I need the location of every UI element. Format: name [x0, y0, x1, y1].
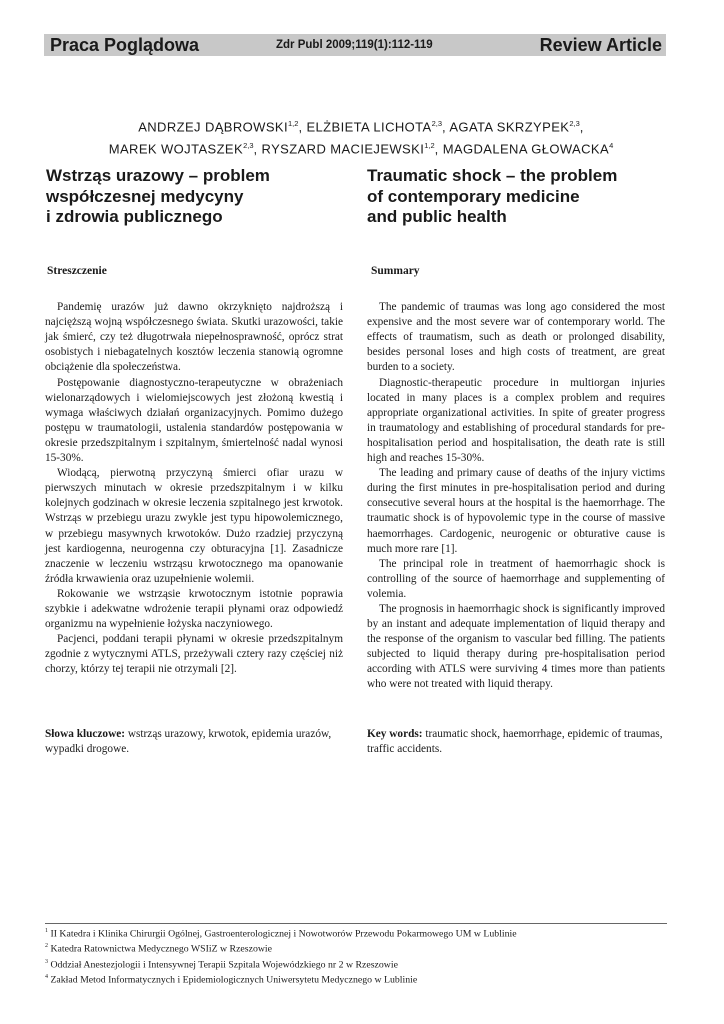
author-name: MAREK WOJTASZEK	[108, 141, 244, 157]
author-affiliation: 4	[609, 141, 614, 151]
abstract-paragraph: The leading and primary cause of deaths of the injury victims during the first minutes in pre-hospitalisation period and during consecutive several hours at the hospital is the haemorrhage. The traumatic shock is of hypovolemic type in the course of massive haemorrhages. Cardogenic, neurogenic or obturative cause is much more rare [1].	[367, 467, 665, 555]
abstract-paragraph: Pandemię urazów już dawno okrzyknięto najdroższą i najcięższą wojną współczesnego świata. Skutki urazowości, takie jak śmierć, czy też długotrwała niepełnosprawność, oprócz strat osobistych i niebagatelnych kosztów leczenia stanowią ogromne obciążenie dla społeczeństwa.	[45, 301, 343, 374]
footnote-text: Oddział Anestezjologii i Intensywnej Terapii Szpitala Wojewódzkiego nr 2 w Rzeszowie	[48, 958, 398, 970]
author-affiliation: 2,3	[569, 119, 580, 128]
section-heading-summary: Summary	[371, 265, 420, 277]
keywords-label: Key words:	[367, 728, 423, 740]
title-line: Wstrząs urazowy – problem	[46, 166, 270, 185]
footnote-text: Zakład Metod Informatycznych i Epidemiologicznych Uniwersytetu Medycznego w Lublinie	[48, 974, 418, 986]
abstract-paragraph: The principal role in treatment of haemorrhagic shock is controlling of the source of haemorrhage and supplementing of volemia.	[367, 557, 665, 600]
abstract-paragraph: The pandemic of traumas was long ago considered the most expensive and the most severe war of contemporary world. The effects of traumatism, such as death or prolonged disability, besides personal loses and high costs of treatment, are great burden to a society.	[367, 301, 665, 374]
section-heading-streszczenie: Streszczenie	[47, 265, 107, 277]
author-affiliation: 2,3	[431, 119, 443, 128]
abstract-paragraph: Diagnostic-therapeutic procedure in multiorgan injuries located in many places is a complex problem and requires appropriate organizational activities. In spite of greater progress in traumatology and establishing of procedural standards for pre-hospitalisation period and hospitalisation, the death rate is still high and reaches 15-30%.	[367, 376, 665, 465]
author-separator: ,	[442, 119, 450, 135]
author-name: MAGDALENA GŁOWACKA	[442, 141, 610, 157]
abstract-polish	[45, 264, 343, 677]
abstract-paragraph: Wiodącą, pierwotną przyczyną śmierci ofiar urazu w pierwszych minutach w okresie przedszpitalnym i w kilku kolejnych godzinach w okresie leczenia szpitalnego jest krwotok. Wstrząs w przebiegu urazu zwykle jest typu hipowolemicznego, w przebiegu masywnych krwotoków. Dużo rzadziej przyczyną jest kardiogenna, neurogenna czy obturacyjna [1]. Zasadnicze znaczenie w leczeniu wstrząsu krwotocznego ma opanowanie źródła krwawienia oraz uzupełnienie wolemii.	[45, 467, 343, 585]
title-line: and public health	[367, 207, 507, 226]
footnote-number: 4	[45, 973, 48, 980]
footnote	[45, 925, 675, 940]
title-line: współczesnej medycyny	[46, 186, 244, 206]
title-line: of contemporary medicine	[367, 186, 580, 206]
author-affiliation: 2,3	[243, 141, 254, 151]
author-line-1	[40, 114, 682, 136]
author-name: AGATA SKRZYPEK	[449, 119, 570, 135]
keywords-polish	[45, 727, 343, 757]
author-affiliation: 1,2	[424, 141, 435, 151]
abstract-body	[45, 300, 343, 677]
article-type-english: Review Article	[539, 35, 662, 55]
footnote-divider	[45, 923, 667, 924]
keywords-label: Słowa kluczowe:	[45, 728, 126, 740]
title-english	[367, 166, 617, 228]
abstract-paragraph: Rokowanie we wstrząsie krwotocznym istotnie poprawia szybkie i adekwatne wdrożenie terapii płynami oraz odpowiedź organizmu na wypełnienie łożyska naczyniowego.	[45, 587, 343, 631]
title-line: i zdrowia publicznego	[46, 207, 223, 226]
footnote	[45, 971, 675, 986]
author-name: ELŻBIETA LICHOTA	[306, 119, 432, 135]
author-line-2	[40, 136, 682, 158]
footnote-number: 3	[45, 958, 48, 965]
abstract-paragraph: Postępowanie diagnostyczno-terapeutyczne w obrażeniach wielonarządowych i wielomiejscowych jest złożoną kwestią i wymaga właściwych działań organizacyjnych. Pomimo dużego postępu w traumatologii, ustalenia standardów postępowania w okresie przedszpitalnym i szpitalnym, śmiertelność nadal wynosi 15-30%.	[45, 376, 343, 465]
abstract-english	[367, 264, 665, 693]
footnote	[45, 956, 675, 971]
footnote-number: 2	[45, 943, 48, 950]
journal-citation: Zdr Publ 2009;119(1):112-119	[276, 39, 433, 51]
author-affiliation: 1,2	[288, 119, 299, 128]
title-polish	[46, 166, 270, 228]
article-type-polish: Praca Poglądowa	[50, 35, 200, 55]
abstract-body	[367, 300, 665, 692]
keywords-text: wstrząs urazowy, krwotok, epidemia urazów, wypadki drogowe.	[45, 728, 332, 756]
author-separator: ,	[298, 119, 307, 135]
footnote	[45, 940, 675, 955]
title-line: Traumatic shock – the problem	[367, 166, 618, 185]
author-name: ANDRZEJ DĄBROWSKI	[138, 119, 289, 135]
author-separator: ,	[434, 141, 443, 157]
footnote-number: 1	[45, 928, 48, 934]
keywords-text: traumatic shock, haemorrhage, epidemic of traumas, traffic accidents.	[367, 728, 663, 756]
author-list	[40, 114, 682, 159]
affiliation-footnotes	[45, 925, 675, 986]
author-name: RYSZARD MACIEJEWSKI	[261, 141, 425, 157]
abstract-paragraph: Pacjenci, poddani terapii płynami w okresie przedszpitalnym zgodnie z wytycznymi ATLS, przeżywali cztery razy częściej niż chorzy, którzy tej terapii nie otrzymali [2].	[45, 633, 343, 676]
footnote-text: II Katedra i Klinika Chirurgii Ogólnej, Gastroenterologicznej i Nowotworów Przewodu Pokarmowego UM w Lublinie	[48, 928, 517, 940]
keywords-english	[367, 727, 665, 757]
author-separator: ,	[579, 119, 584, 135]
abstract-paragraph: The prognosis in haemorrhagic shock is significantly improved by an instant and adequate implementation of liquid therapy and the response of the organism to vascular bed filling. The patients subjected to liquid therapy during pre-hospitalisation period according with ATLS were surviving 4 times more than patients who were not treated with liquid therapy.	[367, 602, 665, 691]
footnote-text: Katedra Ratownictwa Medycznego WSIiZ w Rzeszowie	[48, 943, 272, 955]
author-separator: ,	[253, 141, 262, 157]
journal-header-bar	[44, 34, 666, 56]
